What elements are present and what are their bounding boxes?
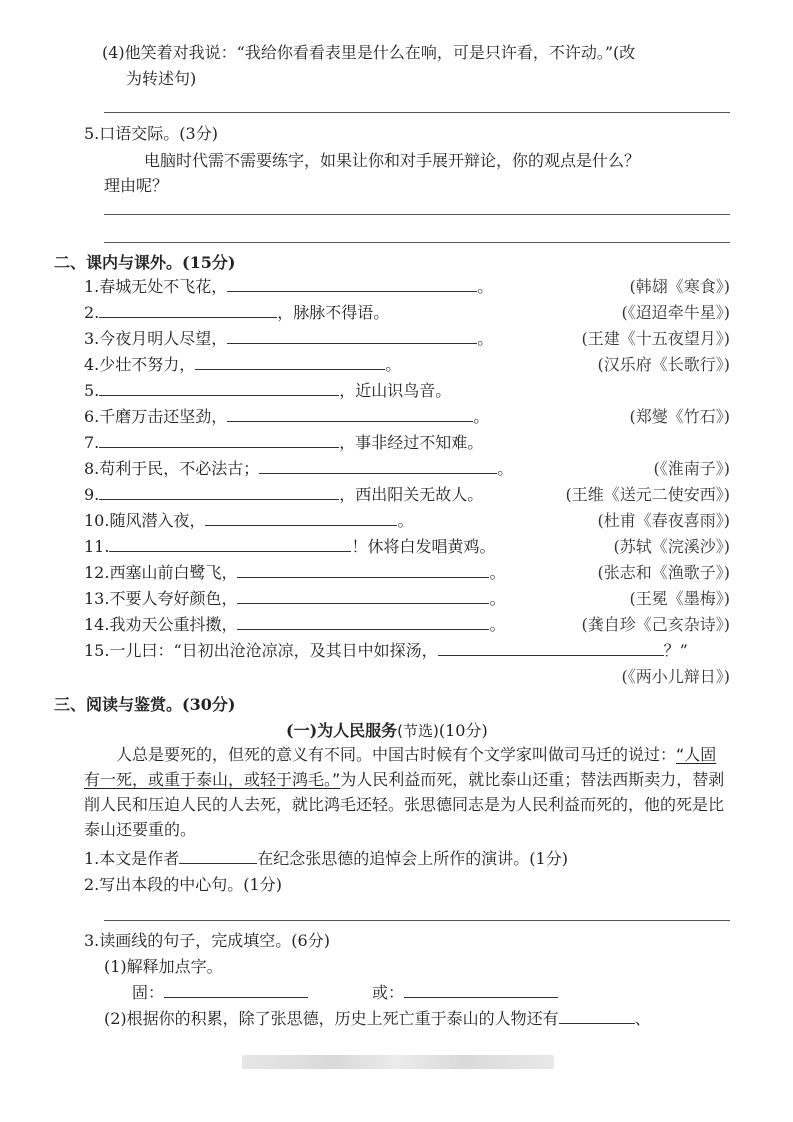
poem-item-10: 10.随风潜入夜， 。 [84, 511, 414, 530]
poem-source: (杜甫《春夜喜雨》) [597, 511, 730, 530]
q5-line1: 电脑时代需不需要练字，如果让你和对手展开辩论，你的观点是什么？ [144, 151, 641, 170]
gu-blank[interactable] [164, 981, 308, 998]
q5-answer-line-2[interactable] [104, 242, 730, 243]
q4-line1: (4)他笑着对我说：“我给你看看表里是什么在响，可是只许看，不许动。”(改 [102, 43, 636, 62]
underlined-sentence: “人固有一死，或重于泰山，或轻于鸿毛。” [84, 745, 717, 789]
answer-blank[interactable] [195, 353, 385, 370]
q4-answer-line[interactable] [104, 112, 730, 113]
answer-blank[interactable] [237, 613, 489, 630]
poem-item-11: 11. ！休将白发唱黄鸡。 [84, 537, 496, 556]
poem-source: (《迢迢牵牛星》) [621, 303, 730, 322]
section2-title: 二、课内与课外。(15分) [54, 253, 236, 272]
poem-item-14: 14.我劝天公重抖擞， 。 [84, 615, 506, 634]
answer-blank[interactable] [259, 457, 497, 474]
poem-source: (王冕《墨梅》) [629, 589, 730, 608]
poem-item-5: 5. ，近山识鸟音。 [84, 381, 452, 400]
q5-line2: 理由呢？ [104, 176, 169, 195]
poem-source: (苏轼《浣溪沙》) [613, 537, 730, 556]
figure-blank[interactable] [559, 1007, 635, 1024]
s3-q1: 1.本文是作者 在纪念张思德的追悼会上所作的演讲。(1分) [84, 849, 568, 868]
poem-item-8: 8.苟利于民，不必法古； 。 [84, 459, 514, 478]
answer-blank[interactable] [227, 275, 477, 292]
poem-source: (郑燮《竹石》) [629, 407, 730, 426]
poem-item-3: 3.今夜月明人尽望， 。 [84, 329, 494, 348]
answer-blank[interactable] [227, 327, 477, 344]
answer-blank[interactable] [109, 535, 351, 552]
answer-blank[interactable] [205, 509, 397, 526]
poem-item-1: 1.春城无处不飞花， 。 [84, 277, 494, 296]
answer-blank[interactable] [237, 587, 489, 604]
poem-source: (《两小儿辩日》) [621, 667, 730, 686]
answer-blank[interactable] [227, 405, 473, 422]
gu-item: 固： [132, 980, 308, 1003]
passage-heading: (一)为人民服务(节选)(10分) [286, 721, 488, 740]
answer-blank[interactable] [99, 301, 277, 318]
poem-item-13: 13.不要人夸好颜色， 。 [84, 589, 506, 608]
poem-source: (汉乐府《长歌行》) [597, 355, 730, 374]
poem-item-2: 2. ，脉脉不得语。 [84, 303, 390, 322]
huo-blank[interactable] [404, 981, 558, 998]
answer-blank[interactable] [438, 639, 664, 656]
answer-blank[interactable] [99, 379, 339, 396]
huo-item: 或： [372, 980, 558, 1003]
poem-source: (《淮南子》) [653, 459, 730, 478]
s3-q3-2: (2)根据你的积累，除了张思德，历史上死亡重于泰山的人物还有 、 [104, 1009, 651, 1028]
poem-item-4: 4.少壮不努力， 。 [84, 355, 402, 374]
poem-item-12: 12.西塞山前白鹭飞， 。 [84, 563, 506, 582]
passage-text: 人总是要死的，但死的意义有不同。中国古时候有个文学家叫做司马迁的说过：“人固有一死，或重于泰山，或轻于鸿毛。”为人民利益而死，就比泰山还重；替法西斯卖力，替剥削人民和压迫人民的人去死，就比鸿毛还轻。张思德同志是为人民利益而死的，他的死是比泰山还要重的。 [84, 745, 725, 839]
section3-title: 三、阅读与鉴赏。(30分) [54, 695, 236, 714]
s3-q2: 2.写出本段的中心句。(1分) [84, 875, 282, 894]
poem-source: (王建《十五夜望月》) [581, 329, 730, 348]
poem-source: (张志和《渔歌子》) [597, 563, 730, 582]
answer-blank[interactable] [99, 483, 339, 500]
q4-line2: 为转述句) [126, 69, 197, 88]
poem-item-9: 9. ，西出阳关无故人。 [84, 485, 484, 504]
q5-title: 5.口语交际。(3分) [84, 124, 218, 143]
poem-item-7: 7. ，事非经过不知难。 [84, 433, 484, 452]
s3-q3-1: (1)解释加点字。 [104, 957, 223, 976]
answer-blank[interactable] [237, 561, 489, 578]
poem-source: (王维《送元二使安西》) [565, 485, 730, 504]
poem-item-6: 6.千磨万击还坚劲， 。 [84, 407, 490, 426]
q5-answer-line-1[interactable] [104, 214, 730, 215]
author-blank[interactable] [179, 847, 257, 864]
blurred-watermark [242, 1055, 554, 1069]
poem-source: (龚自珍《己亥杂诗》) [581, 615, 730, 634]
s3-q3: 3.读画线的句子，完成填空。(6分) [84, 931, 330, 950]
answer-blank[interactable] [99, 431, 339, 448]
poem-item-15: 15.一儿曰：“日初出沧沧凉凉，及其日中如探汤， ？” [84, 641, 688, 660]
s3-q2-answer-line[interactable] [104, 920, 730, 921]
poem-source: (韩翃《寒食》) [629, 277, 730, 296]
